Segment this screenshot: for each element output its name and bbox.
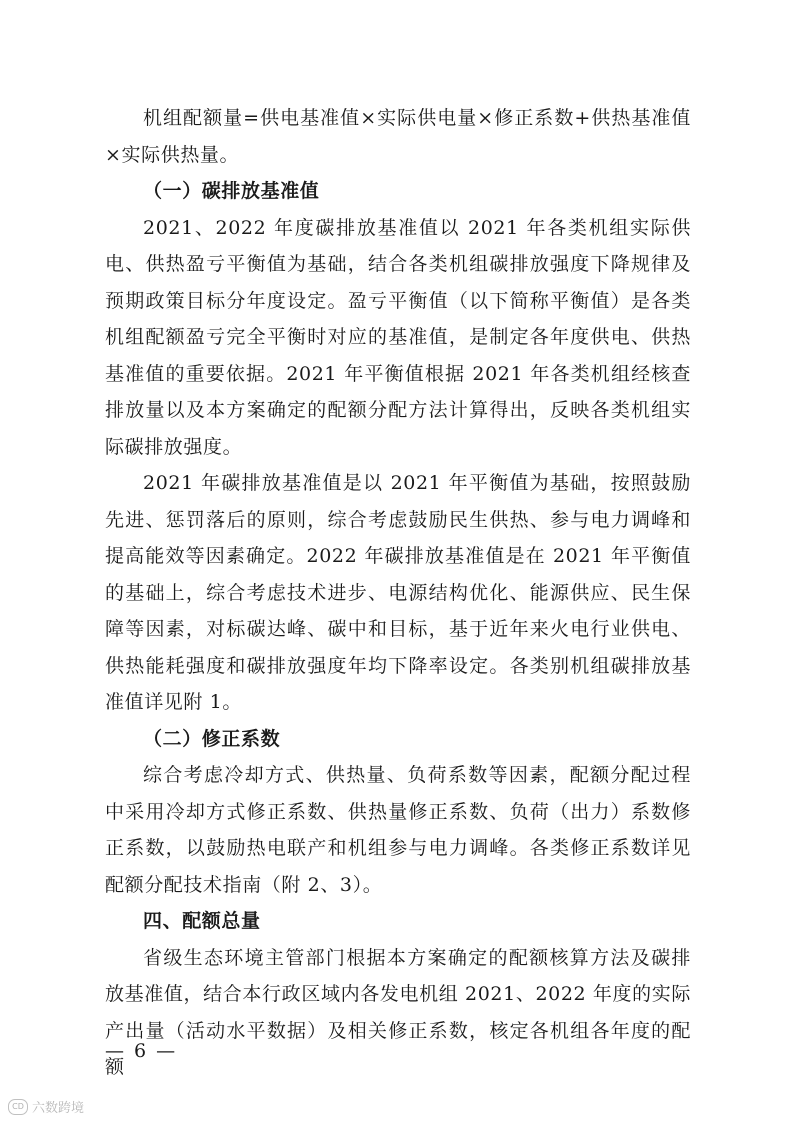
document-body [105,100,691,1086]
formula-paragraph: 机组配额量=供电基准值×实际供电量×修正系数+供热基准值×实际供热量。 [105,107,691,166]
watermark-logo-icon: CD [8,1099,28,1115]
paragraph-baseline-setting: 2021 年碳排放基准值是以 2021 年平衡值为基础，按照鼓励先进、惩罚落后的原则，综合考虑鼓励民生供热、参与电力调峰和提高能效等因素确定。2022 年碳排放基准值是在 2021 年平衡值的基础上，综合考虑技术进步、电源结构优化、能源供应、民生保障等因素，对标碳达峰、碳中和目标，基于近年来火电行业供电、供热能耗强度和碳排放强度年均下降率设定。各类别机组碳排放基准值详见附 1。 [105,472,691,713]
subheading-carbon-baseline: （一）碳排放基准值 [143,180,320,202]
page-number: — 6 — [105,1040,178,1062]
watermark-text: 六数跨境 [32,1101,85,1116]
section-heading-total-quota: 四、配额总量 [143,910,261,932]
subheading-correction-factors: （二）修正系数 [143,727,281,750]
paragraph-correction-factors: 综合考虑冷却方式、供热量、负荷系数等因素，配额分配过程中采用冷却方式修正系数、供热量修正系数、负荷（出力）系数修正系数，以鼓励热电联产和机组参与电力调峰。各类修正系数详见配额分配技术指南（附 2、3）。 [105,764,691,896]
paragraph-baseline-definition: 2021、2022 年度碳排放基准值以 2021 年各类机组实际供电、供热盈亏平衡值为基础，结合各类机组碳排放强度下降规律及预期政策目标分年度设定。盈亏平衡值（以下简称平衡值）是各类机组配额盈亏完全平衡时对应的基准值，是制定各年度供电、供热基准值的重要依据。2021 年平衡值根据 2021 年各类机组经核查排放量以及本方案确定的配额分配方法计算得出，反映各类机组实际碳排放强度。 [105,216,691,458]
paragraph-total-quota: 省级生态环境主管部门根据本方案确定的配额核算方法及碳排放基准值，结合本行政区域内各发电机组 2021、2022 年度的实际产出量（活动水平数据）及相关修正系数，核定各机组各年度的配额 [105,946,691,1078]
watermark [8,1097,84,1116]
